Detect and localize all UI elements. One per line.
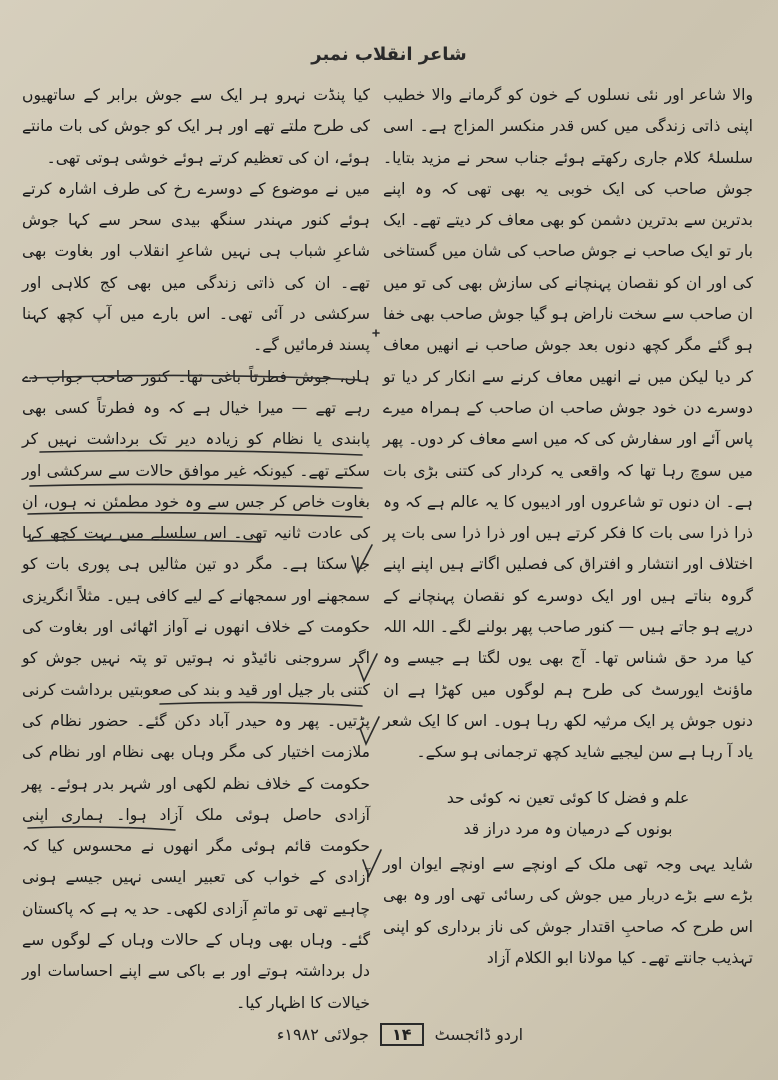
- left-column-paragraph: کیا پنڈت نہرو ہر ایک سے جوش برابر کے ساتھیوں کی طرح ملتے تھے اور ہر ایک کو جوش کی بات مانتے ہوئے، ان کی تعظیم کرتے ہوئے خوشی ہوتی تھی۔: [22, 86, 370, 167]
- page-footer: [250, 1023, 550, 1046]
- page-header-title: شاعر انقلاب نمبر: [311, 44, 467, 65]
- right-text-column: [383, 80, 753, 974]
- verse-line-2: بونوں کے درمیان وہ مرد دراز قد: [463, 819, 673, 838]
- footer-issue-date: جولائی ۱۹۸۲ء: [276, 1025, 369, 1044]
- left-column-paragraph: ہاں، جوش فطرتاً باغی تھا۔ کنور صاحب جواب دے رہے تھے — میرا خیال ہے کہ وہ فطرتاً کسی بھی پابندی یا نظام کو زیادہ دیر تک برداشت نہیں کر سکتے تھے۔ کیونکہ غیر موافق حالات سے سرکشی اور بغاوت خاص کر جس سے وہ خود مطمئن نہ ہوں، ان کی عادت ثانیہ تھی۔ اس سلسلے میں بہت کچھ کہا جا سکتا ہے۔ مگر دو تین مثالیں ہی پوری بات کو سمجھنے اور سمجھانے کے لیے کافی ہیں۔ مثلاً انگریزی حکومت کے خلاف انھوں نے آواز اٹھائی اور بغاوت کی اگر سروجنی نائیڈو نہ ہوتیں تو پتہ نہیں جوش کو کتنی بار جیل اور قید و بند کی صعوبتیں برداشت کرنی پڑتیں۔ پھر وہ حیدر آباد دکن گئے۔ حضور نظام کی ملازمت اختیار کی مگر وہاں بھی نظام اور نظام کی حکومت کے خلاف نظم لکھی اور شہر بدر ہوئے۔ پھر آزادی حاصل ہوئی ملک آزاد ہوا۔ ہماری اپنی حکومت قائم ہوئی مگر انھوں نے محسوس کیا کہ آزادی کے خواب کی تعبیر ایسی نہیں جیسے ہونی چاہیے تھی تو ماتمِ آزادی لکھی۔ حد یہ ہے کہ پاکستان گئے۔ وہاں بھی وہاں کے حالات وہاں کے لوگوں سے دل برداشتہ ہوتے اور بے باکی سے اپنے احساسات اور خیالات کا اظہار کیا۔: [22, 367, 370, 1012]
- right-column-closing-paragraph: شاید یہی وجہ تھی ملک کے اونچے سے اونچے ایوان اور بڑے سے بڑے دربار میں جوش کی رسائی تھی اور وہ بھی اس طرح کہ صاحبِ اقتدار جوش کی ناز برداری کو اپنی تہذیب جانتے تھے۔ کیا مولانا ابو الکلام آزاد: [383, 855, 753, 968]
- left-column-paragraph: میں نے موضوع کے دوسرے رخ کی طرف اشارہ کرتے ہوئے کنور مہندر سنگھ بیدی سحر سے کہا جوش شاعرِ شباب ہی نہیں شاعرِ انقلاب اور بغاوت بھی تھے۔ ان کی ذاتی زندگی میں بھی کج کلاہی اور سرکشی در آئی تھی۔ اس بارے میں آپ کچھ کہنا پسند فرمائیں گے۔: [22, 179, 370, 355]
- asterisk-mark-icon: [373, 330, 379, 336]
- right-column-paragraph: والا شاعر اور نئی نسلوں کے خون کو گرمانے والا خطیب اپنی ذاتی زندگی میں کس قدر منکسر المزاج ہے۔ اسی سلسلۂ کلام جاری رکھتے ہوئے جناب سحر نے مزید بتایا۔ جوش صاحب کی ایک خوبی یہ بھی تھی کہ وہ اپنے بدترین سے بدترین دشمن کو بھی معاف کر دیتے تھے۔ ایک بار تو ایک صاحب نے جوش صاحب کی شان میں گستاخی کی اور ان کو نقصان پہنچانے کی سازش بھی کی تو میں ان صاحب سے سخت ناراض ہو گیا جوش صاحب بھی خفا ہو گئے مگر کچھ دنوں بعد جوش صاحب نے انھیں معاف کر دیا لیکن میں نے انھیں معاف کرنے سے انکار کر دیا تو دوسرے دن خود جوش صاحب ان صاحب کے ہمراہ میرے پاس آئے اور سفارش کی کہ میں اسے معاف کر دوں۔ پھر میں سوچ رہا تھا کہ واقعی یہ کردار کی کتنی بڑی بات ہے۔ ان دنوں تو شاعروں اور ادیبوں کا یہ عالم ہے کہ وہ ذرا ذرا سی بات کا فکر کرتے ہیں اور ذرا ذرا سی بات پر اختلاف اور انتشار و افتراق کی فصلیں اگاتے ہیں اپنے اپنے گروہ بناتے ہیں اور ایک دوسرے کو نقصان پہنچانے کے درپے ہو جاتے ہیں — کنور صاحب پھر بولنے لگے۔ اللہ اللہ کیا مرد حق شناس تھا۔ آج بھی یوں لگتا ہے جیسے وہ ماؤنٹ ایورسٹ کی طرح ہم لوگوں میں کھڑا ہے ان دنوں جوش پر ایک مرثیہ لکھ رہا ہوں۔ اس کا ایک شعر یاد آ رہا ہے سن لیجیے شاید کچھ ترجمانی ہو سکے۔: [383, 86, 753, 762]
- left-text-column: [22, 80, 370, 1019]
- verse-block: [383, 783, 753, 846]
- footer-magazine-name: اردو ڈائجسٹ: [434, 1025, 524, 1044]
- verse-line-1: علم و فضل کا کوئی تعین نہ کوئی حد: [446, 788, 690, 807]
- page-number: ۱۴: [380, 1023, 424, 1046]
